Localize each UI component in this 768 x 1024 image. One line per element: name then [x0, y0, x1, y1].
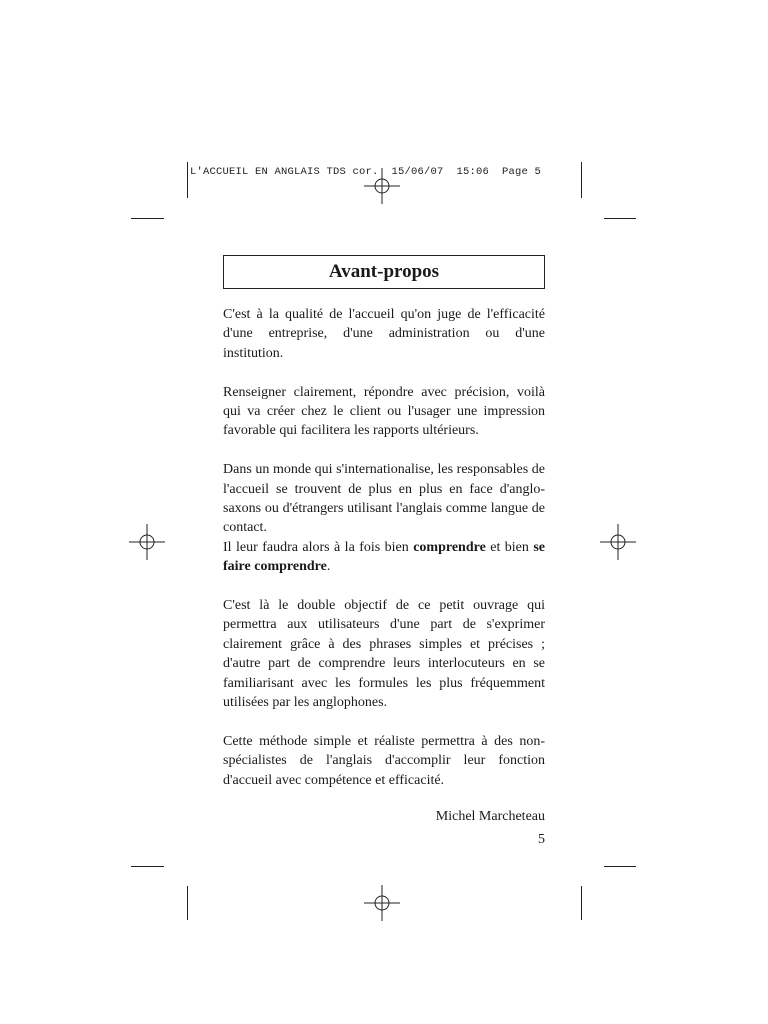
registration-mark-right-icon [598, 522, 638, 562]
paragraph-4-mid: et bien [485, 539, 534, 555]
crop-mark-top-right-vertical [581, 162, 582, 198]
paragraph-1: C'est à la qualité de l'accueil qu'on juge de l'efficacité d'une entreprise, d'une administration ou d'une institution. [223, 307, 545, 361]
crop-mark-bottom-left-vertical [187, 886, 188, 920]
crop-mark-top-right-horizontal [604, 218, 636, 219]
paragraph-3: Dans un monde qui s'internationalise, les responsables de l'accueil se trouvent de plus en plus en face d'anglo-saxons ou d'étrangers utilisant l'anglais comme langue de contact. [223, 462, 545, 536]
paragraph-4-end: . [326, 559, 331, 575]
paragraph-4-start: Il leur faudra alors à la fois bien [223, 539, 414, 555]
printer-slug: L'ACCUEIL EN ANGLAIS TDS cor. 15/06/07 15:06 Page 5 [190, 166, 542, 178]
crop-mark-top-left-horizontal [131, 218, 164, 219]
paragraph-4 [223, 538, 545, 577]
body-text [223, 305, 545, 809]
registration-mark-left-icon [127, 522, 167, 562]
bold-se-faire-comprendre: se faire comprendre [223, 539, 545, 575]
page-number: 5 [538, 832, 545, 847]
paragraph-5: C'est là le double objectif de ce petit ouvrage qui permettra aux utilisateurs d'une part de s'exprimer clairement grâce à des phrases simples et précises ; d'autre part de comprendre leurs interlocuteurs en se familiarisant avec les formules les plus fréquemment utilisées par les anglophones. [223, 598, 545, 711]
crop-mark-bottom-right-horizontal [604, 866, 636, 867]
author-signature: Michel Marcheteau [435, 809, 545, 824]
crop-mark-bottom-left-horizontal [131, 866, 164, 867]
title-box [223, 255, 545, 289]
paragraph-2: Renseigner clairement, répondre avec précision, voilà qui va créer chez le client ou l'usager une impression favorable qui facilitera les rapports ultérieurs. [223, 384, 545, 439]
registration-mark-bottom-icon [362, 883, 402, 923]
crop-mark-bottom-right-vertical [581, 886, 582, 920]
bold-comprendre: comprendre [413, 539, 486, 555]
page-title: Avant-propos [328, 261, 440, 282]
paragraph-6: Cette méthode simple et réaliste permettra à des non-spécialistes de l'anglais d'accomplir leur fonction d'accueil avec compétence et efficacité. [223, 733, 545, 788]
crop-mark-top-left-vertical [187, 162, 188, 198]
